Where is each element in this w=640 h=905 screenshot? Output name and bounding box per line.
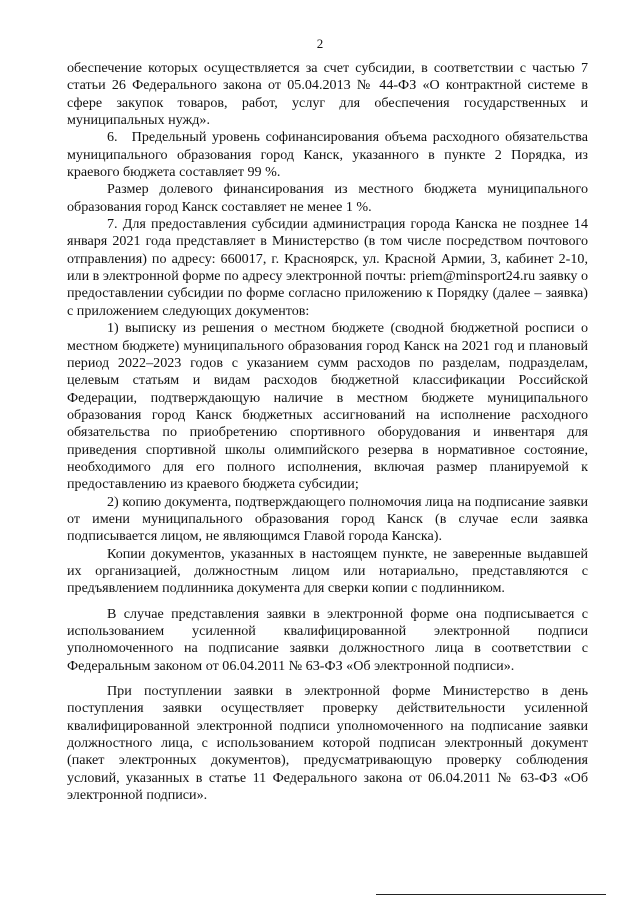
paragraph-local-budget-share: Размер долевого финансирования из местного бюджета муниципального образования город Канск составляет не менее 1 %. [67,181,588,215]
paragraph-subitem-2: 2) копию документа, подтверждающего полномочия лица на подписание заявки от имени муниципального образования город Канск (в случае если заявка подписывается лицом, не являющимся Главой города Канска). [67,493,588,545]
page-number: 2 [316,36,324,51]
paragraph-copies: Копии документов, указанных в настоящем пункте, не заверенные выдавшей их организацией, должностным лицом или нотариально, представляются с предъявлением подлинника документа для сверки копии с подлинником. [67,545,588,597]
paragraph-item-6: 6. Предельный уровень софинансирования объема расходного обязательства муниципального образования город Канск, указанного в пункте 2 Порядка, из краевого бюджета составляет 99 %. [67,129,588,181]
footer-rule [376,894,606,895]
paragraph-continuation: обеспечение которых осуществляется за счет субсидии, в соответствии с частью 7 статьи 26 Федерального закона от 05.04.2013 № 44-ФЗ «О контрактной системе в сфере закупок товаров, работ, услуг для обеспечения государственных и муниципальных нужд». [67,60,588,129]
paragraph-subitem-1: 1) выписку из решения о местном бюджете (сводной бюджетной росписи о местном бюджете) муниципального образования город Канск на 2021 год и плановый период 2022–2023 годов с указанием сумм расходов по разделам, подразделам, целевым статьям и видам расходов бюджетной классификации Российской Федерации, подтверждающую наличие в местном бюджете муниципального образования город Канск бюджетных ассигнований на исполнение расходного обязательства по приобретению спортивного оборудования и инвентаря для приведения спортивной школы олимпийского резерва в нормативное состояние, необходимого для его полного исполнения, включая размер планируемой к предоставлению из краевого бюджета субсидии; [67,320,588,493]
paragraph-verification: При поступлении заявки в электронной форме Министерство в день поступления заявки осуществляет проверку действительности усиленной квалифицированной электронной подписи уполномоченного на подписание заявки должностного лица, с использованием которой подписан электронный документ (пакет электронных документов), предусматривающую проверку соблюдения условий, указанных в статье 11 Федерального закона от 06.04.2011 № 63-ФЗ «Об электронной подписи». [67,683,588,804]
paragraph-item-7: 7. Для предоставления субсидии администрация города Канска не позднее 14 января 2021 года представляет в Министерство (в том числе посредством почтового отправления) по адресу: 660017, г. Красноярск, ул. Красной Армии, 3, кабинет 2-10, или в электронной форме по адресу электронной почты: priem@minsport24.ru заявку о предоставлении субсидии по форме согласно приложению к Порядку (далее – заявка) с приложением следующих документов: [67,216,588,319]
document-body [67,60,588,804]
paragraph-electronic-form: В случае представления заявки в электронной форме она подписывается с использованием усиленной квалифицированной электронной подписи уполномоченного на подписание заявки должностного лица в соответствии с Федеральным законом от 06.04.2011 № 63-ФЗ «Об электронной подписи». [67,605,588,674]
